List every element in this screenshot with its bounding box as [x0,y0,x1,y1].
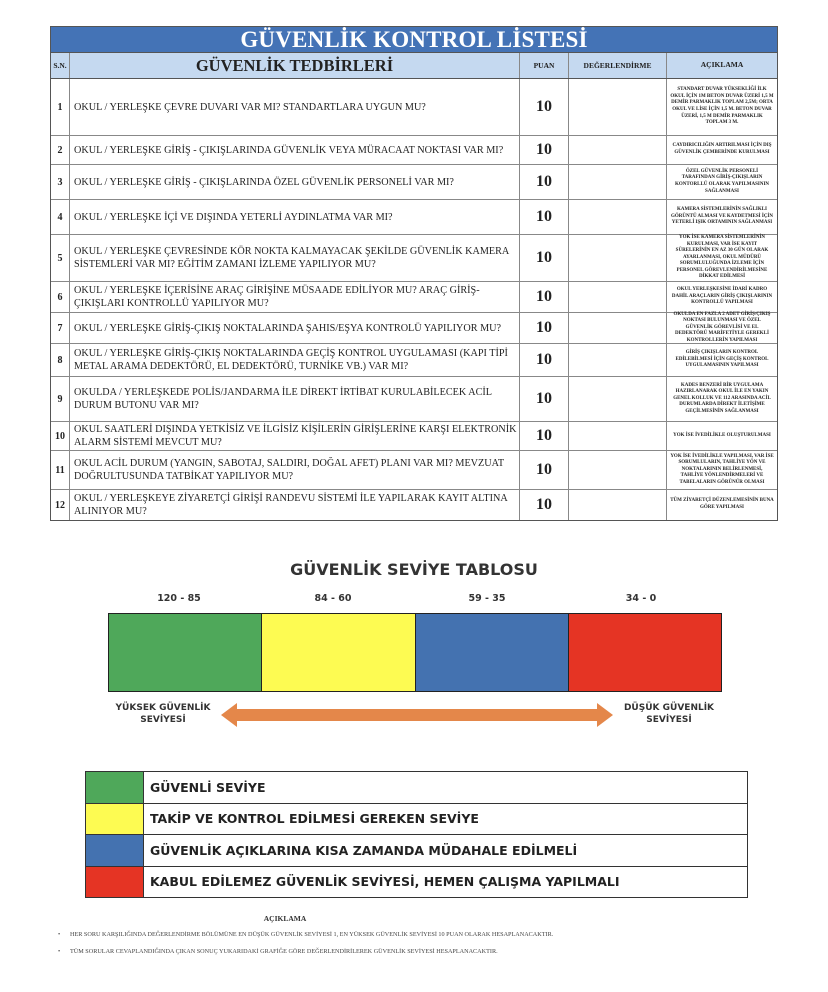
note-item [58,931,553,938]
row-number: 11 [51,451,70,489]
header-measures: GÜVENLİK TEDBİRLERİ [70,53,520,78]
row-evaluation-field[interactable] [569,200,667,234]
legend-item [86,867,747,898]
row-points: 10 [520,451,569,489]
legend-item [86,804,747,836]
row-evaluation-field[interactable] [569,165,667,199]
row-number: 8 [51,344,70,376]
table-row [51,79,777,136]
row-question: OKUL / YERLEŞKEYE ZİYARETÇİ GİRİŞİ RANDEVU SİSTEMİ İLE YAPILARAK KAYIT ALTINA ALINIYOR MU? [70,490,520,520]
row-points: 10 [520,377,569,421]
header-points: PUAN [520,53,569,78]
row-evaluation-field[interactable] [569,451,667,489]
row-points: 10 [520,165,569,199]
row-number: 1 [51,79,70,135]
row-explanation: KAMERA SİSTEMLERİNİN SAĞLIKLI GÖRÜNTÜ ALMASI VE KAYDETMESİ İÇİN YETERLİ IŞIK ORTAMININ SAĞLANMASI [671,207,773,226]
header-explanation: AÇIKLAMA [700,60,744,70]
row-explanation: GİRİŞ ÇIKIŞLARIN KONTROL EDİLEBİLMESİ İÇİN GEÇİŞ KONTROL UYGULAMASININ YAPILMASI [675,350,769,369]
table-row [51,235,777,282]
row-question: OKULDA / YERLEŞKEDE POLİS/JANDARMA İLE DİREKT İRTİBAT KURULABİLECEK ACİL DURUM BUTONU VAR MI? [70,377,520,421]
legend-swatch-green [86,772,144,803]
row-evaluation-field[interactable] [569,377,667,421]
row-evaluation-field[interactable] [569,344,667,376]
row-evaluation-field[interactable] [569,79,667,135]
legend-swatch-blue [86,835,144,866]
row-question: OKUL / YERLEŞKE GİRİŞ - ÇIKIŞLARINDA ÖZEL GÜVENLİK PERSONELİ VAR MI? [70,165,520,199]
row-points: 10 [520,422,569,450]
level-color-bar [108,613,722,692]
range-label: 84 - 60 [314,593,352,604]
row-evaluation-field[interactable] [569,282,667,312]
row-explanation: OKUL YERLEŞKESİNE İDARİ KADRO DAHİL ARAÇLARIN GİRİŞ ÇIKIŞLARININ KONTROLLÜ YAPILMASI [671,287,773,306]
row-number: 10 [51,422,70,450]
row-points: 10 [520,313,569,343]
legend-label: GÜVENLİK AÇIKLARINA KISA ZAMANDA MÜDAHALE EDİLMELİ [150,842,578,858]
legend-label: GÜVENLİ SEVİYE [150,779,266,795]
table-row [51,136,777,165]
row-number: 2 [51,136,70,164]
row-question: OKUL / YERLEŞKE ÇEVRE DUVARI VAR MI? STANDARTLARA UYGUN MU? [70,79,520,135]
high-security-label: YÜKSEK GÜVENLİK SEVİYESİ [115,703,211,725]
row-number: 9 [51,377,70,421]
row-question: OKUL / YERLEŞKE ÇEVRESİNDE KÖR NOKTA KALMAYACAK ŞEKİLDE GÜVENLİK KAMERA SİSTEMLERİ VAR MI? EĞİTİM ZAMANI İZLEME YAPILIYOR MU? [70,235,520,281]
row-explanation: YOK İSE İVEDİLİKLE YAPILMASI, VAR İSE SORUMLULARIN, TAHLİYE YÖN VE NOKTALARININ BELİRLENMESİ, TAHLİYE YÖNLENDİRMELERİ VE TABELALARIN GÖRÜNÜR OLMASI [670,453,774,485]
row-explanation: OKULDA EN FAZLA 2 ADET GİRİŞ/ÇIKIŞ NOKTASI BULUNMASI VE ÖZEL GÜVENLİK GÖREVLİSİ VE EL DEDEKTÖRÜ MARİFETİYLE GEREKLİ KONTROLLERİN YAPILMASI [673,311,771,343]
legend-swatch-red [86,867,144,898]
level-segment-intervene [416,614,569,691]
level-segment-unacceptable [569,614,721,691]
row-points: 10 [520,79,569,135]
note-text: HER SORU KARŞILIĞINDA DEĞERLENDİRME BÖLÜMÜNE EN DÜŞÜK GÜVENLİK SEVİYESİ 1, EN YÜKSEK GÜVENLİK SEVİYESİ 10 PUAN OLARAK HESAPLANACAKTIR. [70,931,554,938]
security-checklist-table [50,26,778,521]
legend-label: KABUL EDİLEMEZ GÜVENLİK SEVİYESİ, HEMEN ÇALIŞMA YAPILMALI [150,874,620,890]
row-explanation: TÜM ZİYARETÇİ DÜZENLEMESİNİN BUNA GÖRE YAPILMASI [670,498,774,510]
row-points: 10 [520,282,569,312]
row-points: 10 [520,490,569,520]
table-row [51,451,777,490]
row-points: 10 [520,200,569,234]
table-row [51,377,777,422]
level-segment-safe [109,614,262,691]
note-item [58,948,498,955]
range-label: 120 - 85 [157,593,201,604]
note-text: TÜM SORULAR CEVAPLANDIĞINDA ÇIKAN SONUÇ YUKARIDAKİ GRAFİĞE GÖRE DEĞERLENDİRİLEREK GÜVENLİK SEVİYESİ HESAPLANACAKTIR. [70,948,498,955]
legend-item [86,835,747,867]
legend-label: TAKİP VE KONTROL EDİLMESİ GEREKEN SEVİYE [150,811,479,827]
table-row [51,282,777,313]
row-number: 3 [51,165,70,199]
row-question: OKUL SAATLERİ DIŞINDA YETKİSİZ VE İLGİSİZ KİŞİLERİN GİRİŞLERİNE KARŞI ELEKTRONİK ALARM SİSTEMİ MEVCUT MU? [70,422,520,450]
level-segment-monitor [262,614,415,691]
row-question: OKUL / YERLEŞKE GİRİŞ-ÇIKIŞ NOKTALARINDA ŞAHIS/EŞYA KONTROLÜ YAPILIYOR MU? [70,313,520,343]
range-label: 34 - 0 [625,593,657,604]
header-sn: S.N. [51,53,70,78]
row-evaluation-field[interactable] [569,235,667,281]
legend-item [86,772,747,804]
legend-swatch-yellow [86,804,144,835]
row-evaluation-field[interactable] [569,490,667,520]
bullet-icon: • [58,948,61,955]
table-row [51,165,777,200]
row-number: 12 [51,490,70,520]
row-evaluation-field[interactable] [569,313,667,343]
table-row [51,422,777,451]
row-explanation: KADES BENZERİ BİR UYGULAMA HAZIRLANARAK OKUL İLE EN YAKIN GENEL KOLLUK VE 112 ARASINDA ACİL DURUMLARDA DİREKT İLETİŞİME GEÇİLMESİNİN SAĞLANMASI [673,382,771,414]
table-row [51,313,777,344]
row-number: 4 [51,200,70,234]
row-question: OKUL / YERLEŞKE İÇERİSİNE ARAÇ GİRİŞİNE MÜSAADE EDİLİYOR MU? ARAÇ GİRİŞ-ÇIKIŞLARI KONTROLLÜ YAPILIYOR MU? [70,282,520,312]
row-question: OKUL ACİL DURUM (YANGIN, SABOTAJ, SALDIRI, DOĞAL AFET) PLANI VAR MI? MEVZUAT DOĞRULTUSUNDA TATBİKAT YAPILIYOR MU? [70,451,520,489]
table-row [51,344,777,377]
double-arrow-icon [221,703,613,727]
row-evaluation-field[interactable] [569,422,667,450]
header-evaluation: DEĞERLENDİRME [569,53,667,78]
row-number: 5 [51,235,70,281]
row-explanation: ÖZEL GÜVENLİK PERSONELİ TARAFINDAN GİRİŞ-ÇIKIŞLARIN KONTORLLÜ OLARAK YAPILMASININ SAĞLANMASI [675,168,769,194]
row-explanation: YOK İSE İVEDİLİKLE OLUŞTURULMASI [673,432,771,438]
row-question: OKUL / YERLEŞKE GİRİŞ-ÇIKIŞ NOKTALARINDA GEÇİŞ KONTROL UYGULAMASI (KAPI TİPİ METAL ARAMA DEDEKTÖRÜ, EL DEDEKTÖRÜ, TURNİKE VB.) VAR MI? [70,344,520,376]
table-row [51,200,777,235]
table-row [51,490,777,520]
row-question: OKUL / YERLEŞKE İÇİ VE DIŞINDA YETERLİ AYDINLATMA VAR MI? [70,200,520,234]
level-table-title: GÜVENLİK SEVİYE TABLOSU [290,560,538,579]
row-explanation: CAYDIRICILIĞIN ARTIRILMASI İÇİN DIŞ GÜVENLİK ÇEMBERİNDE KURULMASI [672,143,772,155]
table-header-row [51,53,777,79]
low-security-label: DÜŞÜK GÜVENLİK SEVİYESİ [623,703,715,725]
row-number: 6 [51,282,70,312]
checklist-title: GÜVENLİK KONTROL LİSTESİ [51,27,777,53]
row-number: 7 [51,313,70,343]
row-question: OKUL / YERLEŞKE GİRİŞ - ÇIKIŞLARINDA GÜVENLİK VEYA MÜRACAAT NOKTASI VAR MI? [70,136,520,164]
range-label: 59 - 35 [468,593,506,604]
row-points: 10 [520,344,569,376]
level-legend [85,771,748,898]
row-evaluation-field[interactable] [569,136,667,164]
row-points: 10 [520,235,569,281]
notes-title: AÇIKLAMA [263,914,307,923]
row-explanation: STANDART DUVAR YÜKSEKLİĞİ İLK OKUL İÇİN 1M BETON DUVAR ÜZERİ 1,5 M DEMİR PARMAKLIK TOPLAM 2,5M; ORTA OKUL VE LİSE İÇİN 1,5 M. BETON DUVAR ÜZERİ, 1,5 M DEMİR PARMAKLIK TOPLAM 3 M. [670,87,774,126]
row-points: 10 [520,136,569,164]
bullet-icon: • [58,931,61,938]
row-explanation: YOK İSE KAMERA SİSTEMLERİNİN KURULMASI, VAR İSE KAYIT SÜRELERİNİN EN AZ 30 GÜN OLARAK AYARLANMASI, OKUL MÜDÜRÜ SORUMLULUĞUNDA İZLEME İÇİN PERSONEL GÖREVLENDİRİLMESİNE DİKKAT EDİLMESİ [675,234,769,280]
